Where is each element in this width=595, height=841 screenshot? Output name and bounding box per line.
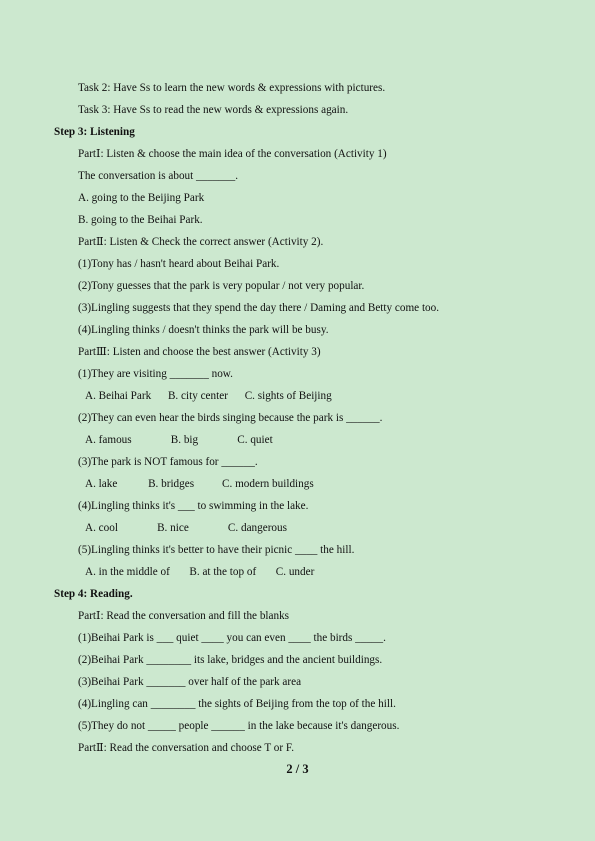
part-2-reading: PartⅡ: Read the conversation and choose T or F.	[78, 742, 295, 754]
step-3-heading: Step 3: Listening	[54, 126, 135, 138]
options-line: A. famous B. big C. quiet	[85, 434, 273, 446]
fill-blank-line: (2)Beihai Park ________ its lake, bridges and the ancient buildings.	[78, 654, 383, 666]
question-line: (4)Lingling thinks it's ___ to swimming in the lake.	[78, 500, 309, 512]
part-3-listening: PartⅢ: Listen and choose the best answer (Activity 3)	[78, 346, 321, 358]
options-line: A. in the middle of B. at the top of C. under	[85, 566, 315, 578]
check-line: (1)Tony has / hasn't heard about Beihai Park.	[78, 258, 280, 270]
options-line: A. Beihai Park B. city center C. sights of Beijing	[85, 390, 332, 402]
fill-blank-line: (5)They do not _____ people ______ in the lake because it's dangerous.	[78, 720, 400, 732]
check-line: (2)Tony guesses that the park is very popular / not very popular.	[78, 280, 365, 292]
question-line: (1)They are visiting _______ now.	[78, 368, 233, 380]
question-line: (2)They can even hear the birds singing because the park is ______.	[78, 412, 383, 424]
options-line: A. lake B. bridges C. modern buildings	[85, 478, 314, 490]
question-line: The conversation is about _______.	[78, 170, 239, 182]
question-line: (5)Lingling thinks it's better to have their picnic ____ the hill.	[78, 544, 355, 556]
task-2-line: Task 2: Have Ss to learn the new words & expressions with pictures.	[78, 82, 386, 94]
fill-blank-line: (4)Lingling can ________ the sights of Beijing from the top of the hill.	[78, 698, 396, 710]
page-number: 2 / 3	[286, 762, 309, 776]
fill-blank-line: (3)Beihai Park _______ over half of the park area	[78, 676, 302, 688]
check-line: (4)Lingling thinks / doesn't thinks the park will be busy.	[78, 324, 329, 336]
check-line: (3)Lingling suggests that they spend the day there / Daming and Betty come too.	[78, 302, 440, 314]
options-line: A. cool B. nice C. dangerous	[85, 522, 287, 534]
part-2-listening: PartⅡ: Listen & Check the correct answer (Activity 2).	[78, 236, 324, 248]
option-line: B. going to the Beihai Park.	[78, 214, 203, 226]
part-1-reading: PartⅠ: Read the conversation and fill the blanks	[78, 610, 290, 622]
part-1-listening: PartⅠ: Listen & choose the main idea of the conversation (Activity 1)	[78, 148, 387, 160]
option-line: A. going to the Beijing Park	[78, 192, 205, 204]
step-4-heading: Step 4: Reading.	[54, 588, 133, 600]
question-line: (3)The park is NOT famous for ______.	[78, 456, 258, 468]
task-3-line: Task 3: Have Ss to read the new words & expressions again.	[78, 104, 349, 116]
fill-blank-line: (1)Beihai Park is ___ quiet ____ you can even ____ the birds _____.	[78, 632, 386, 644]
